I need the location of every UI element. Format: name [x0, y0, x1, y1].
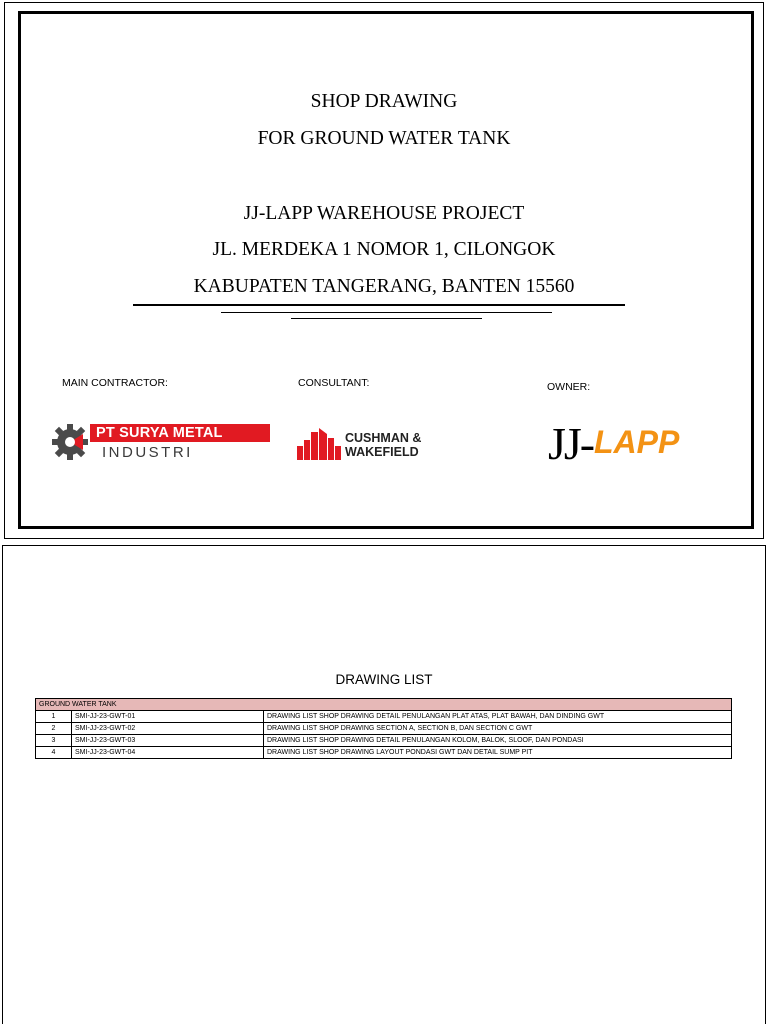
cushman-text: CUSHMAN &: [345, 431, 422, 445]
drawing-code: SMI-JJ-23-GWT-01: [72, 711, 264, 723]
drawing-description: DRAWING LIST SHOP DRAWING DETAIL PENULANGAN PLAT ATAS, PLAT BAWAH, DAN DINDING GWT: [264, 711, 732, 723]
title-shop-drawing: SHOP DRAWING: [310, 91, 458, 112]
gear-icon: [52, 422, 88, 462]
owner-label: OWNER:: [547, 381, 591, 393]
title-underline-2: [221, 312, 552, 313]
drawing-description: DRAWING LIST SHOP DRAWING LAYOUT PONDASI GWT DAN DETAIL SUMP PIT: [264, 747, 732, 759]
title-underline-3: [291, 318, 482, 319]
drawing-list-title: DRAWING LIST: [335, 672, 433, 687]
drawing-description: DRAWING LIST SHOP DRAWING SECTION A, SECTION B, DAN SECTION C GWT: [264, 723, 732, 735]
cushman-wakefield-logo: [297, 424, 457, 464]
drawing-code: SMI-JJ-23-GWT-04: [72, 747, 264, 759]
title-address-street: JL. MERDEKA 1 NOMOR 1, CILONGOK: [212, 239, 556, 260]
table-row: [36, 735, 732, 747]
wakefield-text: WAKEFIELD: [345, 445, 419, 459]
main-contractor-label: MAIN CONTRACTOR:: [62, 377, 168, 389]
row-number: 2: [36, 723, 72, 735]
table-row: [36, 723, 732, 735]
drawing-description: DRAWING LIST SHOP DRAWING DETAIL PENULANGAN KOLOM, BALOK, SLOOF, DAN PONDASI: [264, 735, 732, 747]
drawing-code: SMI-JJ-23-GWT-02: [72, 723, 264, 735]
title-underline-1: [133, 304, 625, 306]
consultant-label: CONSULTANT:: [298, 377, 370, 389]
drawing-code: SMI-JJ-23-GWT-03: [72, 735, 264, 747]
surya-metal-wordmark: PT SURYA METAL: [90, 424, 270, 442]
title-address-city: KABUPATEN TANGERANG, BANTEN 15560: [193, 276, 575, 297]
row-number: 3: [36, 735, 72, 747]
pt-surya-metal-logo: [52, 420, 242, 476]
buildings-icon: [297, 428, 343, 460]
jj-lapp-logo: [548, 418, 708, 474]
title-project-name: JJ-LAPP WAREHOUSE PROJECT: [243, 203, 525, 224]
drawing-list-table: [35, 698, 732, 759]
industri-wordmark: INDUSTRI: [102, 444, 193, 461]
cushman-wakefield-wordmark: [345, 431, 421, 459]
table-section-header: [36, 699, 732, 711]
section-ground-water-tank: GROUND WATER TANK: [36, 699, 732, 711]
jj-wordmark: JJ-: [548, 418, 594, 469]
drawing-list-sheet-border: [2, 545, 766, 1024]
lapp-wordmark: LAPP: [594, 424, 680, 460]
title-ground-water-tank: FOR GROUND WATER TANK: [257, 128, 511, 149]
row-number: 4: [36, 747, 72, 759]
table-row: [36, 747, 732, 759]
table-row: [36, 711, 732, 723]
row-number: 1: [36, 711, 72, 723]
